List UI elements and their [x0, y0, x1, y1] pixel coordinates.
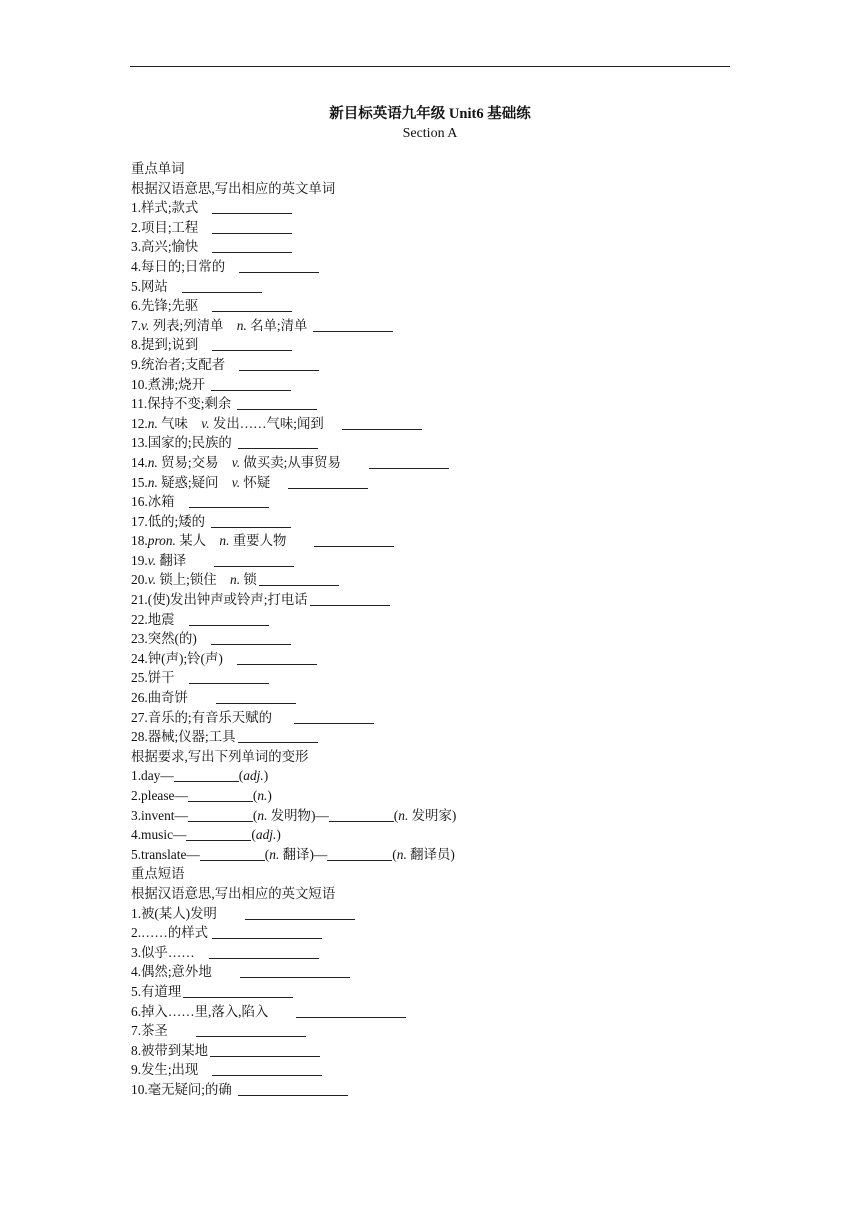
form-item: 3.invent— (n. 发明物)— (n. 发明家) [131, 807, 457, 823]
vocab-item: 18.pron. 某人 n. 重要人物 [131, 531, 731, 551]
answer-blank[interactable] [196, 1023, 306, 1037]
vocab-item: 8.提到;说到 [131, 335, 731, 355]
header-rule [130, 66, 730, 67]
answer-blank[interactable] [294, 710, 374, 724]
phrase-item: 2.……的样式 [131, 923, 731, 943]
answer-blank[interactable] [212, 220, 292, 234]
vocab-item: 11.保持不变;剩余 [131, 394, 731, 414]
vocab-item: 13.国家的;民族的 [131, 433, 731, 453]
answer-blank[interactable] [189, 494, 269, 508]
vocab-item: 4.每日的;日常的 [131, 257, 731, 277]
vocab-item: 1.样式;款式 [131, 198, 731, 218]
answer-blank[interactable] [342, 416, 422, 430]
vocab-item: 12.n. 气味 v. 发出……气味;闻到 [131, 414, 731, 434]
phrase-item: 8.被带到某地 [131, 1041, 731, 1061]
answer-blank[interactable] [211, 377, 291, 391]
answer-blank[interactable] [209, 945, 319, 959]
answer-blank[interactable] [189, 612, 269, 626]
phrase-item: 6.掉入……里,落入,陷入 [131, 1002, 731, 1022]
vocab-item: 25.饼干 [131, 668, 731, 688]
vocab-item: 7.v. 列表;列清单 n. 名单;清单 [131, 316, 731, 336]
phrase-item: 10.毫无疑问;的确 [131, 1080, 731, 1100]
vocab-heading: 重点单词 [131, 161, 185, 176]
vocab-item: 17.低的;矮的 [131, 512, 731, 532]
vocab-item: 26.曲奇饼 [131, 688, 731, 708]
vocab-instruction: 根据汉语意思,写出相应的英文单词 [131, 180, 336, 196]
answer-blank[interactable] [174, 768, 239, 782]
phrase-item: 3.似乎…… [131, 943, 731, 963]
vocab-item: 22.地震 [131, 610, 731, 630]
vocab-item: 24.钟(声);铃(声) [131, 649, 731, 669]
vocab-item: 15.n. 疑惑;疑问 v. 怀疑 [131, 473, 731, 493]
vocab-item: 20.v. 锁上;锁住 n. 锁 [131, 570, 731, 590]
answer-blank[interactable] [188, 808, 253, 822]
answer-blank[interactable] [212, 239, 292, 253]
answer-blank[interactable] [200, 847, 265, 861]
form-item: 4.music— (adj.) [131, 827, 281, 843]
vocab-item: 28.器械;仪器;工具 [131, 727, 731, 747]
phrase-item: 9.发生;出现 [131, 1060, 731, 1080]
answer-blank[interactable] [188, 788, 253, 802]
vocab-item: 16.冰箱 [131, 492, 731, 512]
vocab-item: 14.n. 贸易;交易 v. 做买卖;从事贸易 [131, 453, 731, 473]
answer-blank[interactable] [212, 1062, 322, 1076]
phrase-item: 1.被(某人)发明 [131, 904, 731, 924]
answer-blank[interactable] [238, 435, 318, 449]
form-item: 1.day— (adj.) [131, 768, 269, 784]
phrases-heading: 重点短语 [131, 866, 185, 882]
vocab-item: 10.煮沸;烧开 [131, 375, 731, 395]
vocab-item: 21.(使)发出钟声或铃声;打电话 [131, 590, 731, 610]
answer-blank[interactable] [288, 475, 368, 489]
phrase-item: 5.有道理 [131, 982, 731, 1002]
forms-instruction: 根据要求,写出下列单词的变形 [131, 748, 309, 764]
answer-blank[interactable] [327, 847, 392, 861]
vocab-item: 5.网站 [131, 277, 731, 297]
answer-blank[interactable] [239, 259, 319, 273]
answer-blank[interactable] [216, 690, 296, 704]
form-item: 2.please— (n.) [131, 788, 272, 803]
answer-blank[interactable] [245, 906, 355, 920]
answer-blank[interactable] [314, 533, 394, 547]
vocab-item: 27.音乐的;有音乐天赋的 [131, 708, 731, 728]
section-subtitle: Section A [402, 126, 458, 141]
answer-blank[interactable] [313, 318, 393, 332]
answer-blank[interactable] [238, 729, 318, 743]
phrases-instruction: 根据汉语意思,写出相应的英文短语 [131, 885, 336, 901]
vocab-item: 23.突然(的) [131, 629, 731, 649]
answer-blank[interactable] [238, 1082, 348, 1096]
answer-blank[interactable] [210, 1043, 320, 1057]
answer-blank[interactable] [310, 592, 390, 606]
answer-blank[interactable] [240, 964, 350, 978]
vocab-item: 2.项目;工程 [131, 218, 731, 238]
vocab-item: 6.先锋;先驱 [131, 296, 731, 316]
answer-blank[interactable] [239, 357, 319, 371]
vocab-item: 9.统治者;支配者 [131, 355, 731, 375]
answer-blank[interactable] [237, 396, 317, 410]
worksheet-content [131, 159, 731, 1100]
phrase-item: 7.茶圣 [131, 1021, 731, 1041]
vocab-item: 19.v. 翻译 [131, 551, 731, 571]
page-title: 新目标英语九年级 Unit6 基础练 [329, 106, 531, 122]
answer-blank[interactable] [211, 631, 291, 645]
answer-blank[interactable] [237, 651, 317, 665]
answer-blank[interactable] [211, 514, 291, 528]
answer-blank[interactable] [186, 827, 251, 841]
vocab-item: 3.高兴;愉快 [131, 237, 731, 257]
answer-blank[interactable] [296, 1004, 406, 1018]
answer-blank[interactable] [212, 337, 292, 351]
answer-blank[interactable] [369, 455, 449, 469]
answer-blank[interactable] [189, 670, 269, 684]
answer-blank[interactable] [329, 808, 394, 822]
phrase-item: 4.偶然;意外地 [131, 962, 731, 982]
form-item: 5.translate— (n. 翻译)— (n. 翻译员) [131, 846, 455, 862]
answer-blank[interactable] [212, 200, 292, 214]
answer-blank[interactable] [212, 925, 322, 939]
answer-blank[interactable] [212, 298, 292, 312]
answer-blank[interactable] [183, 984, 293, 998]
answer-blank[interactable] [182, 279, 262, 293]
answer-blank[interactable] [259, 572, 339, 586]
answer-blank[interactable] [214, 553, 294, 567]
